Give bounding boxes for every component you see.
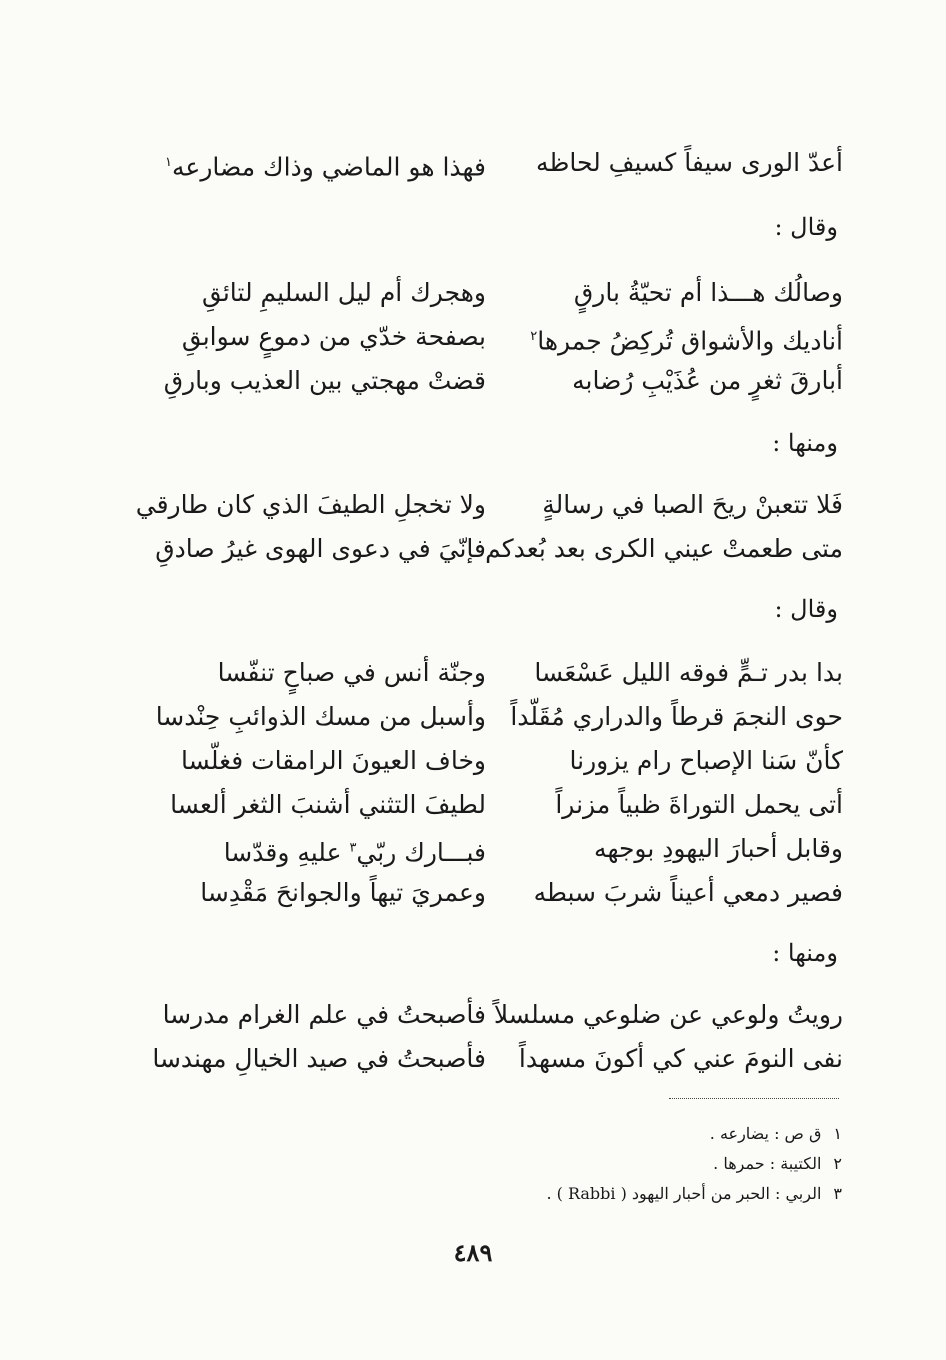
footnote-marker: ٣ [349,841,357,856]
footnote [713,1154,842,1174]
verse-14-second-hemistich: فأصبحتُ في صيد الخيالِ مهندسا [152,1044,486,1073]
verse-4-second-hemistich: قضتْ مهجتي بين العذيب وبارقِ [163,366,486,395]
verse-4-first-hemistich: أبارقَ ثغرٍ من عُذَيْبِ رُضابه [572,366,843,395]
verse-8-first-hemistich: حوى النجمَ قرطاً والدراري مُقَلّداً [510,702,843,731]
section-intro: ومنها : [772,939,838,967]
page-number: ٤٨٩ [453,1238,493,1267]
footnote-number: ٣ [833,1184,842,1203]
footnote-marker: ١ [165,155,173,170]
footnote-number: ٢ [833,1154,842,1173]
verse-10-second-hemistich: لطيفَ التثني أشنبَ الثغر ألعسا [170,790,486,819]
verse-2-first-hemistich: وصالُك هـــذا أم تحيّةُ بارقٍ [573,278,843,307]
verse-11-second-hemistich: فبـــارك ربّي$^٣$ عليهِ وقدّسا [223,838,486,868]
verse-7-second-hemistich: وجنّة أنس في صباحٍ تنفّسا [217,658,486,687]
section-intro: وقال : [774,595,838,623]
verse-11-first-hemistich: وقابل أحبارَ اليهودِ بوجهه [594,834,843,863]
footnote [546,1184,842,1204]
verse-12-first-hemistich: فصير دمعي أعيناً شربَ سبطه [533,878,843,907]
verse-6-second-hemistich: فإنّيَ في دعوى الهوى غيرُ صادقِ [155,534,486,563]
verse-6-first-hemistich: متى طعمتْ عيني الكرى بعد بُعدكم [485,534,843,563]
footnote-text: الربي : الحبر من أحبار اليهود ( Rabbi ) . [546,1184,822,1203]
footnote-marker: ٢ [530,329,538,344]
verse-9-first-hemistich: كأنّ سَنا الإصباح رام يزورنا [569,746,843,775]
verse-5-second-hemistich: ولا تخجلِ الطيفَ الذي كان طارقي [135,490,486,519]
verse-1-first-hemistich: أعدّ الورى سيفاً كسيفِ لحاظه [536,148,843,177]
verse-14-first-hemistich: نفى النومَ عني كي أكونَ مسهداً [518,1044,843,1073]
section-intro: وقال : [774,213,838,241]
footnote-text: الكتيبة : حمرها . [713,1154,822,1173]
verse-9-second-hemistich: وخاف العيونَ الرامقات فغلّسا [180,746,486,775]
footnote-number: ١ [833,1124,842,1143]
verse-7-first-hemistich: بدا بدر تـمٍّ فوقه الليل عَسْعَسا [534,658,843,687]
verse-10-first-hemistich: أتى يحمل التوراةَ ظبياً مزنراً [555,790,843,819]
footnote-separator [669,1098,839,1099]
verse-2-second-hemistich: وهجرك أم ليل السليمِ لتائقِ [201,278,486,307]
footnote-text: ق ص : يضارعه . [709,1124,822,1143]
verse-5-first-hemistich: فَلا تتعبنْ ريحَ الصبا في رسالةٍ [542,490,843,519]
footnote [710,1124,842,1144]
verse-13-second-hemistich: فأصبحتُ في علم الغرام مدرسا [162,1000,486,1029]
verse-3-first-hemistich: أناديك والأشواق تُركِضُ جمرها$^٢$ [530,326,843,356]
verse-12-second-hemistich: وعمريَ تيهاً والجوانحَ مَقْدِسا [200,878,486,907]
verse-1-second-hemistich: فهذا هو الماضي وذاك مضارعه$^١$ [165,152,486,182]
section-intro: ومنها : [772,429,838,457]
verse-8-second-hemistich: وأسبل من مسك الذوائبِ حِنْدسا [155,702,486,731]
verse-13-first-hemistich: رويتُ ولوعي عن ضلوعي مسلسلاً [493,1000,843,1029]
verse-3-second-hemistich: بصفحة خدّي من دموعٍ سوابقِ [181,322,486,351]
